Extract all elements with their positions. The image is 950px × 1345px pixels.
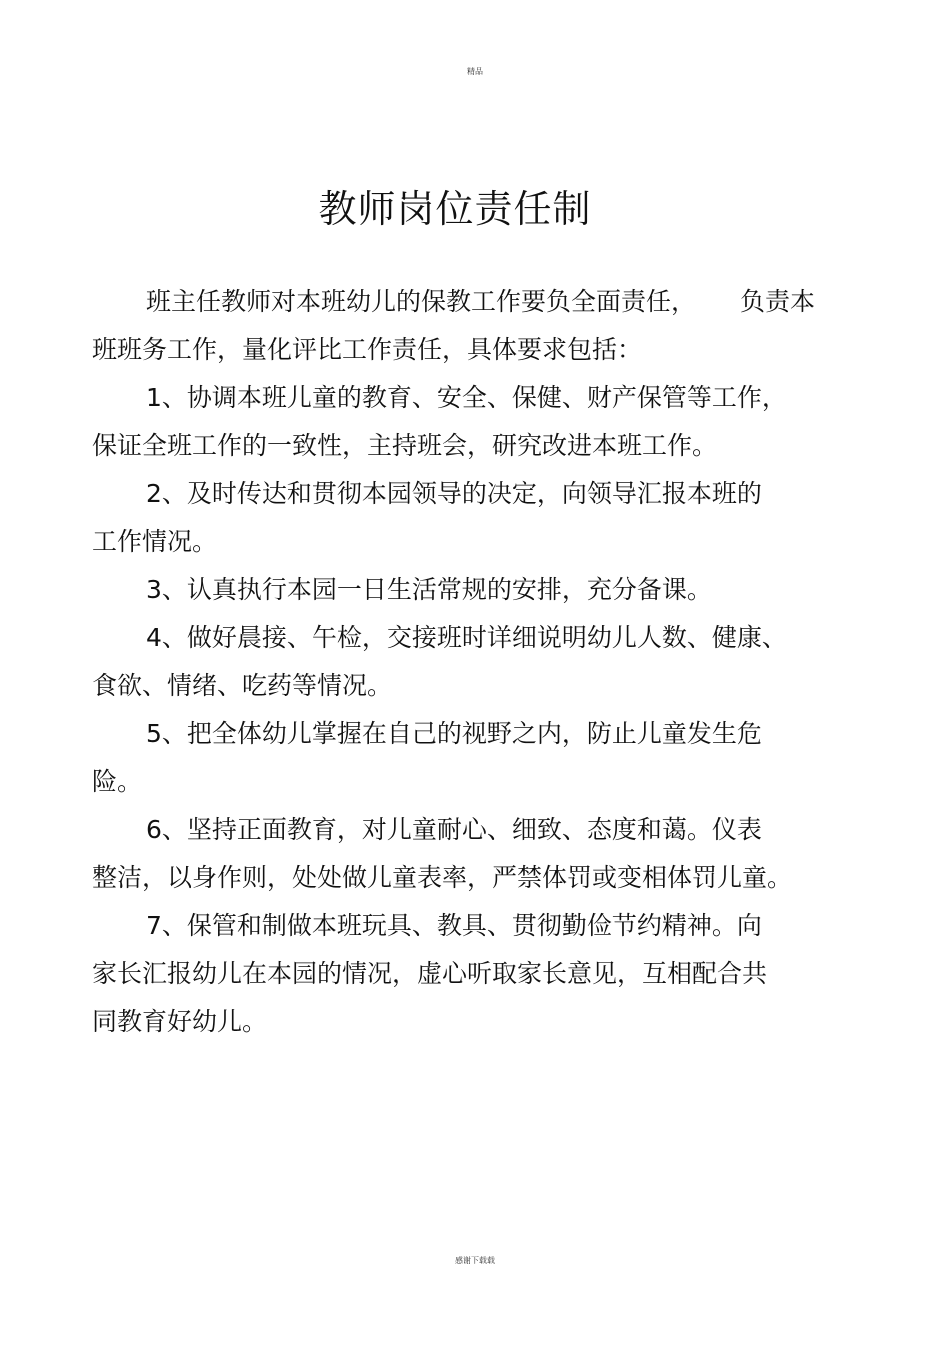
item-3-line-1: 3、认真执行本园一日生活常规的安排，充分备课。 [146, 575, 712, 604]
item-5-line-1: 5、把全体幼儿掌握在自己的视野之内，防止儿童发生危 [146, 719, 762, 748]
item-6-line-2: 整洁，以身作则，处处做儿童表率，严禁体罚或变相体罚儿童。 [92, 863, 793, 892]
intro-line-1 [146, 286, 815, 318]
intro-line-1b: 负责本 [740, 287, 816, 316]
item-2-line-1: 2、及时传达和贯彻本园领导的决定，向领导汇报本班的 [146, 479, 762, 508]
item-5-line-2: 险。 [92, 767, 143, 796]
item-7-line-3: 同教育好幼儿。 [92, 1007, 268, 1036]
item-1-line-1: 1、协调本班儿童的教育、安全、保健、财产保管等工作， [146, 383, 787, 412]
item-4-line-1: 4、做好晨接、午检，交接班时详细说明幼儿人数、健康、 [146, 623, 787, 652]
footer-watermark: 感谢下载载 [455, 1256, 495, 1265]
page-title: 教师岗位责任制 [318, 187, 592, 231]
intro-line-2: 班班务工作，量化评比工作责任，具体要求包括： [92, 335, 643, 364]
item-6-line-1: 6、坚持正面教育，对儿童耐心、细致、态度和蔼。仪表 [146, 815, 762, 844]
intro-line-1a: 班主任教师对本班幼儿的保教工作要负全面责任， [146, 287, 697, 316]
item-7-line-1: 7、保管和制做本班玩具、教具、贯彻勤俭节约精神。向 [146, 911, 762, 940]
item-1-line-2: 保证全班工作的一致性，主持班会，研究改进本班工作。 [92, 431, 718, 460]
item-4-line-2: 食欲、情绪、吃药等情况。 [92, 671, 393, 700]
header-watermark: 精品 [467, 67, 483, 76]
item-2-line-2: 工作情况。 [92, 527, 218, 556]
item-7-line-2: 家长汇报幼儿在本园的情况，虚心听取家长意见，互相配合共 [92, 959, 768, 988]
